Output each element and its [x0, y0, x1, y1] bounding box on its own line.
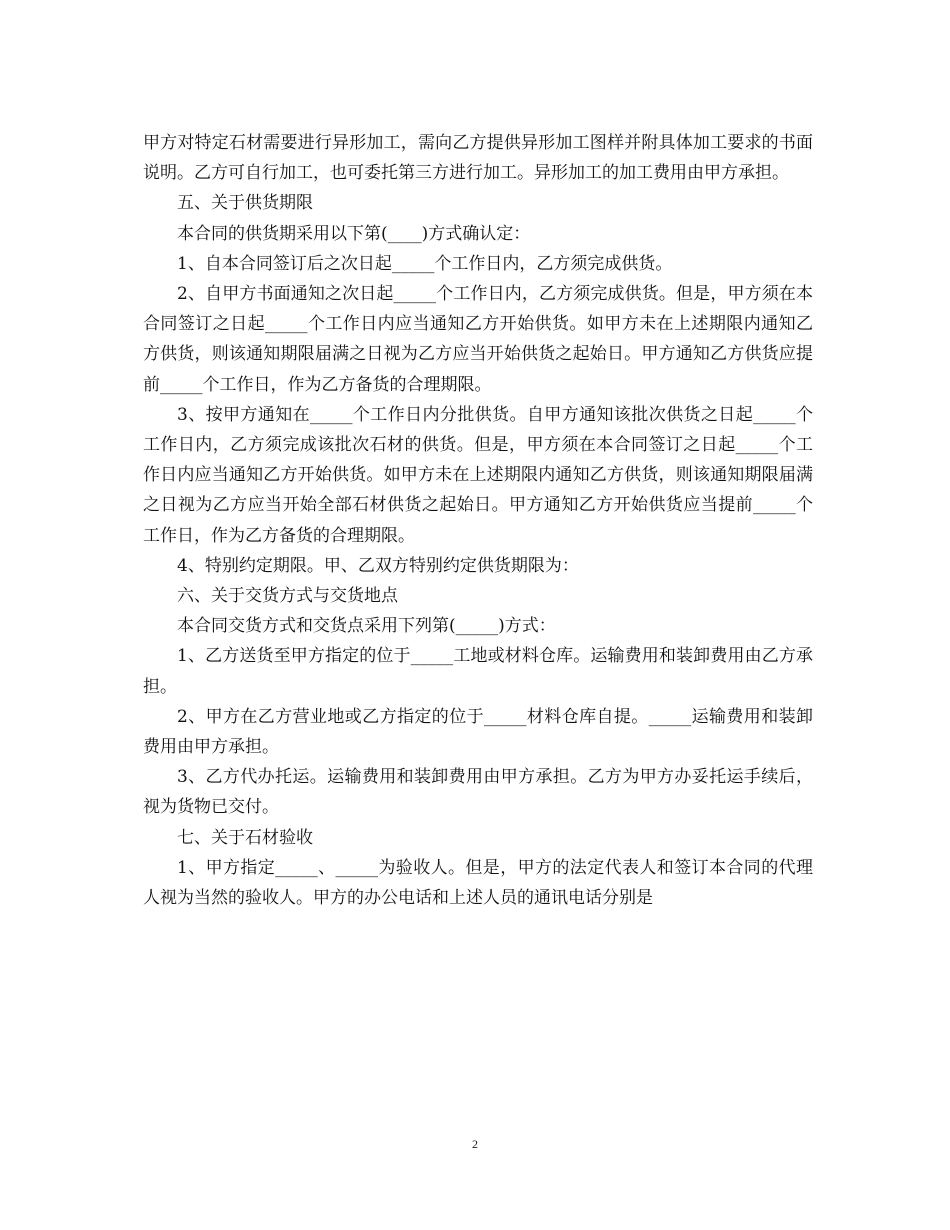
paragraph-3: 本合同的供货期采用以下第(____)方式确认定： [177, 223, 531, 244]
paragraph-4: 1、自本合同签订后之次日起_____个工作日内，乙方须完成供货。 [177, 253, 673, 274]
paragraph-7: 4、特别约定期限。甲、乙双方特别约定供货期限为： [177, 555, 579, 576]
document-body [143, 128, 813, 913]
page-number: 2 [472, 1137, 478, 1151]
paragraph-14: 1、甲方指定_____、_____为验收人。但是，甲方的法定代表人和签订本合同的代理人视为当然的验收人。甲方的办公电话和上述人员的通讯电话分别是 [143, 857, 813, 909]
paragraph-9: 本合同交货方式和交货点采用下列第(_____)方式： [177, 616, 556, 637]
section-heading-7: 七、关于石材验收 [177, 827, 313, 848]
paragraph-1: 甲方对特定石材需要进行异形加工，需向乙方提供异形加工图样并附具体加工要求的书面说明。乙方可自行加工，也可委托第三方进行加工。异形加工的加工费用由甲方承担。 [143, 133, 813, 184]
paragraph-10: 1、乙方送货至甲方指定的位于_____工地或材料仓库。运输费用和装卸费用由乙方承担。 [143, 646, 813, 697]
section-heading-5: 五、关于供货期限 [177, 193, 313, 214]
paragraph-12: 3、乙方代办托运。运输费用和装卸费用由甲方承担。乙方为甲方办妥托运手续后，视为货物已交付。 [143, 767, 813, 818]
paragraph-5: 2、自甲方书面通知之次日起_____个工作日内，乙方须完成供货。但是，甲方须在本合同签订之日起_____个工作日内应当通知乙方开始供货。如甲方未在上述期限内通知乙方供货，则该通知期限届满之日视为乙方应当开始供货之起始日。甲方通知乙方供货应提前_____个工作日，作为乙方备货的合理期限。 [143, 284, 813, 395]
paragraph-6: 3、按甲方通知在_____个工作日内分批供货。自甲方通知该批次供货之日起_____个工作日内，乙方须完成该批次石材的供货。但是，甲方须在本合同签订之日起_____个工作日内应当通知乙方开始供货。如甲方未在上述期限内通知乙方供货，则该通知期限届满之日视为乙方应当开始全部石材供货之起始日。甲方通知乙方开始供货应当提前_____个工作日，作为乙方备货的合理期限。 [143, 404, 813, 546]
paragraph-11: 2、甲方在乙方营业地或乙方指定的位于_____材料仓库自提。_____运输费用和装卸费用由甲方承担。 [143, 706, 813, 758]
section-heading-6: 六、关于交货方式与交货地点 [177, 586, 398, 607]
